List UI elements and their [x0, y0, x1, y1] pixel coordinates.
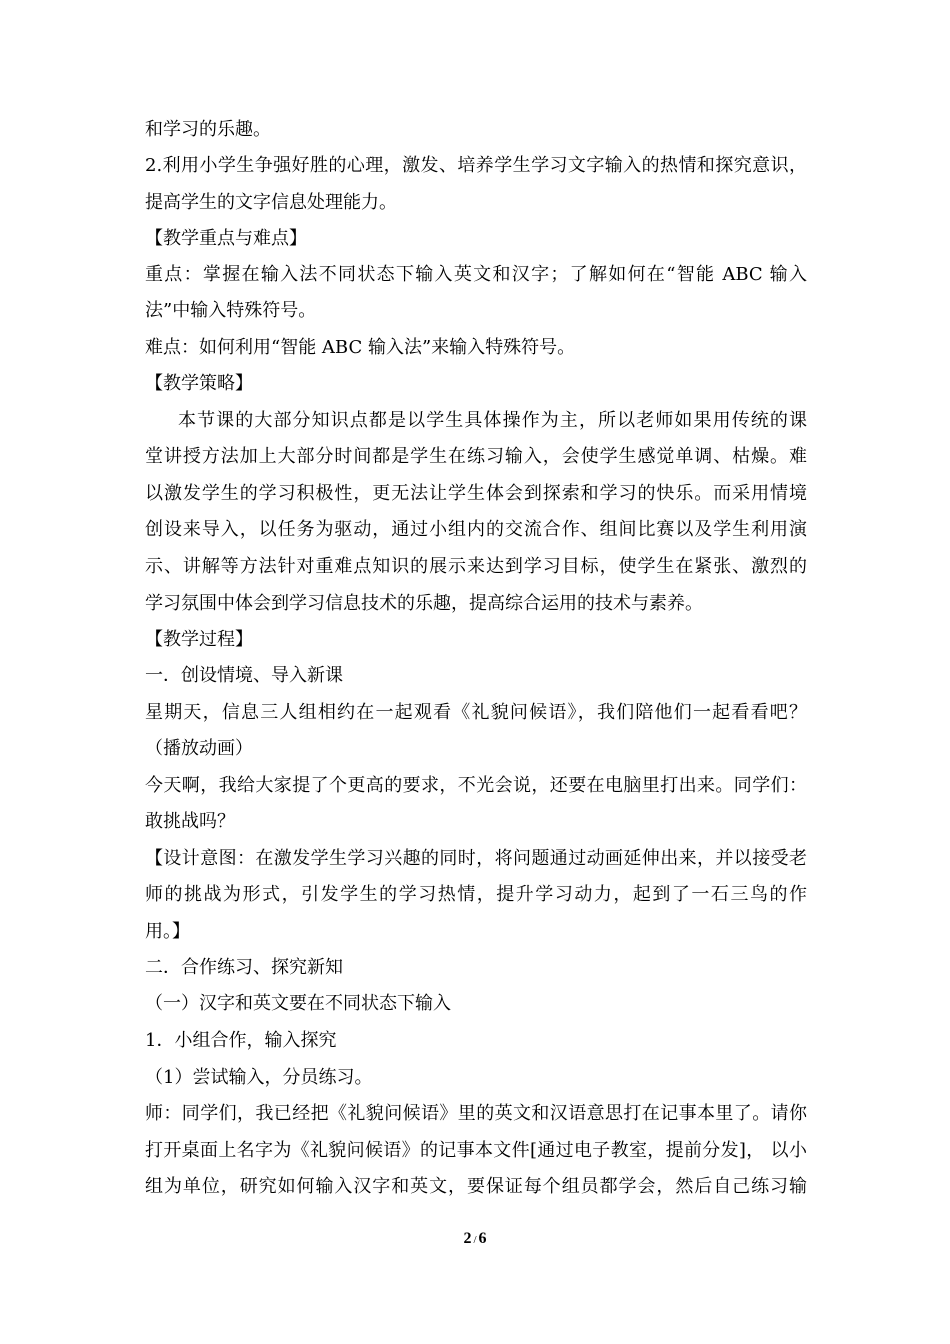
text-line: （播放动画）: [145, 738, 253, 759]
text-line: 师：同学们，我已经把《礼貌问候语》里的英文和汉语意思打在记事本里了。请你: [145, 1103, 807, 1124]
text-line: 法”中输入特殊符号。: [145, 300, 317, 321]
total-pages-number: 6: [478, 1230, 487, 1247]
text-line: 1．小组合作，输入探究: [145, 1030, 337, 1051]
text-line: 创设来导入，以任务为驱动，通过小组内的交流合作、组间比赛以及学生利用演: [145, 519, 807, 540]
subsection-heading: 二．合作练习、探究新知: [145, 957, 343, 978]
text-line: 堂讲授方法加上大部分时间都是学生在练习输入，会使学生感觉单调、枯燥。难: [145, 446, 807, 467]
text-line: 重点：掌握在输入法不同状态下输入英文和汉字；了解如何在“智能 ABC 输入: [145, 264, 807, 285]
current-page-number: 2: [463, 1230, 472, 1247]
text-line: 示、讲解等方法针对重难点知识的展示来达到学习目标，使学生在紧张、激烈的: [145, 556, 807, 577]
text-line: 和学习的乐趣。: [145, 119, 271, 140]
text-line: 今天啊，我给大家提了个更高的要求，不光会说，还要在电脑里打出来。同学们：: [145, 775, 807, 796]
text-line: 组为单位，研究如何输入汉字和英文，要保证每个组员都学会，然后自己练习输: [145, 1176, 807, 1197]
text-line: 2.利用小学生争强好胜的心理，激发、培养学生学习文字输入的热情和探究意识，: [145, 155, 807, 176]
design-intent-line: 用。】: [145, 921, 190, 942]
section-heading: 【教学过程】: [145, 629, 253, 650]
text-line: 星期天，信息三人组相约在一起观看《礼貌问候语》，我们陪他们一起看看吧？: [145, 702, 807, 723]
text-line: 提高学生的文字信息处理能力。: [145, 192, 397, 213]
text-line: 难点：如何利用“智能 ABC 输入法”来输入特殊符号。: [145, 337, 576, 358]
section-heading: 【教学重点与难点】: [145, 228, 307, 249]
text-line: 以激发学生的学习积极性，更无法让学生体会到探索和学习的快乐。而采用情境: [145, 483, 807, 504]
page-separator: /: [473, 1234, 477, 1246]
section-heading: 【教学策略】: [145, 373, 253, 394]
text-line: 打开桌面上名字为《礼貌问候语》的记事本文件[通过电子教室，提前分发]， 以小: [145, 1140, 807, 1161]
subsection-heading: 一．创设情境、导入新课: [145, 665, 343, 686]
subsection-heading: （一）汉字和英文要在不同状态下输入: [145, 993, 451, 1014]
text-line: 本节课的大部分知识点都是以学生具体操作为主，所以老师如果用传统的课: [178, 410, 807, 431]
design-intent-line: 师的挑战为形式，引发学生的学习热情，提升学习动力，起到了一石三鸟的作: [145, 884, 807, 905]
text-line: 敢挑战吗？: [145, 811, 235, 832]
design-intent-line: 【设计意图：在激发学生学习兴趣的同时，将问题通过动画延伸出来，并以接受老: [145, 848, 807, 869]
text-line: 学习氛围中体会到学习信息技术的乐趣，提高综合运用的技术与素养。: [145, 593, 703, 614]
text-line: （1）尝试输入，分员练习。: [145, 1067, 373, 1088]
page-number: [0, 1228, 950, 1251]
